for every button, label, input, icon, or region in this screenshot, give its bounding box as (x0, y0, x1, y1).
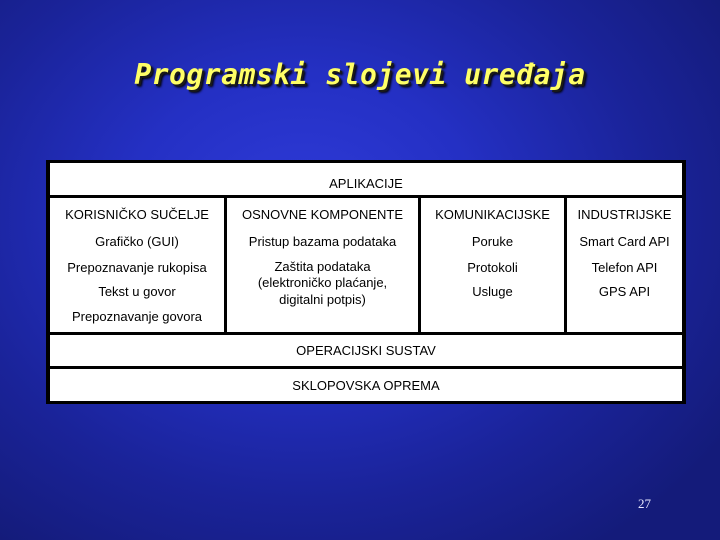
applications-layer-label: APLIKACIJE (329, 176, 403, 191)
column-user-interface (50, 198, 224, 332)
column-item: Pristup bazama podataka (248, 234, 397, 249)
column-item: Usluge (472, 284, 513, 299)
column-item: Zaštita podataka (elektroničko plaćanje, digitalni potpis) (257, 259, 388, 307)
column-communication (421, 198, 564, 332)
column-header: OSNOVNE KOMPONENTE (241, 207, 404, 222)
operating-system-label: OPERACIJSKI SUSTAV (296, 343, 436, 358)
hardware-layer-label: SKLOPOVSKA OPREMA (292, 378, 440, 393)
applications-layer (50, 163, 682, 195)
column-item: Prepoznavanje govora (71, 309, 203, 324)
slide-title: Programski slojevi uređaja (134, 58, 586, 91)
column-industrial (567, 198, 682, 332)
operating-system-layer (50, 335, 682, 366)
column-item: Prepoznavanje rukopisa (67, 260, 207, 275)
column-item: Smart Card API (579, 234, 670, 249)
software-layers-diagram (46, 160, 686, 404)
column-header: INDUSTRIJSKE (577, 207, 672, 222)
column-header: KOMUNIKACIJSKE (435, 207, 550, 222)
column-header: KORISNIČKO SUČELJE (65, 207, 209, 222)
column-item: Tekst u govor (98, 284, 176, 299)
page-number: 27 (638, 496, 651, 511)
hardware-layer (50, 369, 682, 401)
column-basic-components (227, 198, 418, 332)
column-item: Poruke (471, 234, 514, 249)
column-item: Grafičko (GUI) (95, 234, 179, 249)
column-item: Protokoli (467, 260, 518, 275)
column-item: GPS API (598, 284, 651, 299)
column-item: Telefon API (591, 260, 658, 275)
